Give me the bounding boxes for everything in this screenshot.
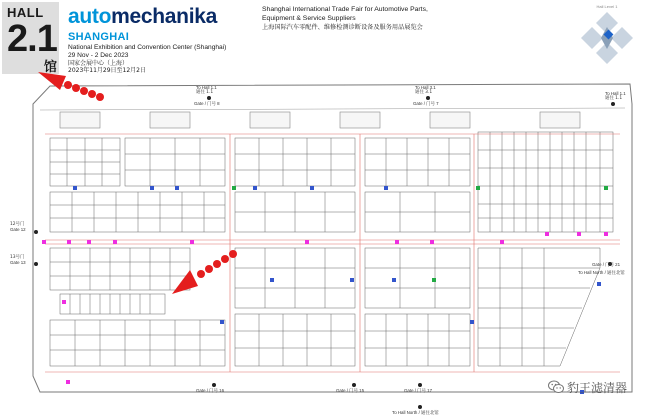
gate-left-2-en: Gate 13 (10, 260, 26, 265)
hall-word: HALL (7, 5, 44, 20)
gate-bottom-2: Gate / 门号 15 (336, 388, 365, 393)
city-label: SHANGHAI (68, 31, 130, 43)
gate-top-1-label: To Hall 1.1 (196, 85, 217, 90)
venue-cn-text: 国家会展中心（上海） (68, 60, 129, 67)
gate-top-right-label: To Hall 1.1 (605, 91, 626, 96)
watermark-text: 豹王滤清器 (567, 380, 628, 395)
gate-bottom-4: To Hall North / 通往北馆 (392, 410, 439, 415)
fair-title-en-1: Shanghai International Trade Fair for Automotive Parts, (262, 6, 428, 13)
watermark (548, 378, 627, 396)
dates-cn-text: 2023年11月29日至12月2日 (68, 67, 146, 74)
fair-title-en-2: Equipment & Service Suppliers (262, 15, 356, 22)
gate-top-2-label: To Hall 3.1 (415, 85, 436, 90)
logo-label: Hall Level 1 (596, 4, 618, 9)
gate-bottom-3: Gate / 门号 17 (404, 388, 433, 393)
brand-prefix: auto (68, 5, 112, 28)
booth-grid (50, 132, 613, 366)
venue-text: National Exhibition and Convention Center (Shanghai) (68, 44, 227, 51)
gate-top-right-cn: 通往 1.1 (605, 96, 623, 101)
gate-top-2-cn: 通往 3.1 (415, 90, 433, 95)
gate-top-1-cn: 通往 1.1 (196, 90, 214, 95)
wechat-icon (548, 380, 564, 394)
dates-text: 29 Nov - 2 Dec 2023 (68, 52, 129, 59)
fair-title-cn: 上海国际汽车零配件、维修检测诊断设备及服务用品展览会 (262, 24, 423, 31)
gate-top-1-gate: Gate / 门号 8 (194, 101, 220, 106)
brand-suffix: mechanika (111, 5, 217, 28)
gate-right-2: To Hall North / 通往北馆 (578, 270, 625, 275)
hall-cn: 馆 (44, 60, 58, 75)
hall-number: 2.1 (7, 18, 57, 60)
gate-left-2-cn: 13号门 (10, 255, 25, 260)
gate-top-2-gate: Gate / 门号 7 (413, 101, 439, 106)
gate-bottom-1: Gate / 门号 16 (196, 388, 225, 393)
gate-left-1-cn: 12号门 (10, 222, 25, 227)
gate-left-1-en: Gate 12 (10, 227, 26, 232)
gate-right-1: Gate / 门号 21 (592, 262, 621, 267)
